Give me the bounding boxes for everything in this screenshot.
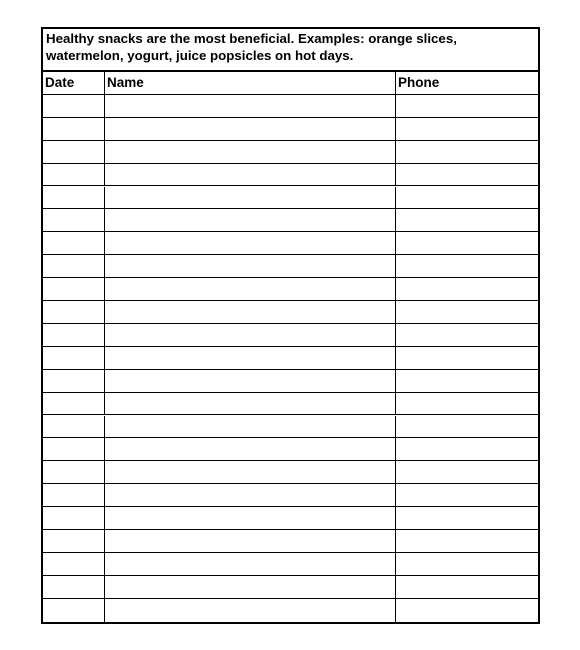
name-cell[interactable] [104, 599, 395, 622]
phone-cell[interactable] [395, 370, 538, 392]
phone-cell[interactable] [395, 416, 538, 438]
phone-cell[interactable] [395, 461, 538, 483]
table-row [43, 95, 538, 118]
phone-cell[interactable] [395, 301, 538, 323]
table-row [43, 553, 538, 576]
table-row [43, 324, 538, 347]
phone-cell[interactable] [395, 278, 538, 300]
phone-cell[interactable] [395, 141, 538, 163]
name-cell[interactable] [104, 553, 395, 575]
name-cell[interactable] [104, 507, 395, 529]
table-row [43, 255, 538, 278]
date-cell[interactable] [43, 324, 104, 346]
column-header-name: Name [104, 72, 395, 94]
table-row [43, 278, 538, 301]
date-cell[interactable] [43, 393, 104, 415]
column-header-phone: Phone [395, 72, 538, 94]
date-cell[interactable] [43, 141, 104, 163]
phone-cell[interactable] [395, 599, 538, 622]
date-cell[interactable] [43, 507, 104, 529]
date-cell[interactable] [43, 164, 104, 186]
name-cell[interactable] [104, 324, 395, 346]
phone-cell[interactable] [395, 209, 538, 231]
date-cell[interactable] [43, 118, 104, 140]
phone-cell[interactable] [395, 118, 538, 140]
table-row [43, 393, 538, 416]
phone-cell[interactable] [395, 187, 538, 209]
column-header-date: Date [45, 75, 75, 90]
name-cell[interactable] [104, 255, 395, 277]
phone-cell[interactable] [395, 347, 538, 369]
date-cell[interactable] [43, 576, 104, 598]
date-cell[interactable] [43, 370, 104, 392]
date-cell[interactable] [43, 553, 104, 575]
table-row [43, 118, 538, 141]
table-row [43, 347, 538, 370]
date-cell[interactable] [43, 484, 104, 506]
date-cell[interactable] [43, 347, 104, 369]
phone-cell[interactable] [395, 484, 538, 506]
date-cell[interactable] [43, 301, 104, 323]
phone-cell[interactable] [395, 507, 538, 529]
phone-cell[interactable] [395, 576, 538, 598]
date-cell[interactable] [43, 278, 104, 300]
phone-cell[interactable] [395, 95, 538, 117]
date-cell[interactable] [43, 461, 104, 483]
table-row [43, 370, 538, 393]
table-header-row [43, 72, 538, 95]
date-cell[interactable] [43, 599, 104, 622]
table-row [43, 484, 538, 507]
table-row [43, 461, 538, 484]
name-cell[interactable] [104, 278, 395, 300]
date-cell[interactable] [43, 416, 104, 438]
table-row [43, 209, 538, 232]
name-cell[interactable] [104, 141, 395, 163]
name-cell[interactable] [104, 209, 395, 231]
table-row [43, 301, 538, 324]
date-cell[interactable] [43, 530, 104, 552]
name-cell[interactable] [104, 438, 395, 460]
table-row [43, 438, 538, 461]
date-cell[interactable] [43, 255, 104, 277]
name-cell[interactable] [104, 95, 395, 117]
table-row [43, 164, 538, 187]
name-cell[interactable] [104, 416, 395, 438]
phone-cell[interactable] [395, 164, 538, 186]
name-cell[interactable] [104, 118, 395, 140]
name-cell[interactable] [104, 370, 395, 392]
instructions-note: Healthy snacks are the most beneficial. Examples: orange slices, watermelon, yogurt, juice popsicles on hot days. [43, 29, 538, 72]
date-cell[interactable] [43, 187, 104, 209]
phone-cell[interactable] [395, 324, 538, 346]
phone-cell[interactable] [395, 232, 538, 254]
table-row [43, 530, 538, 553]
signup-table [43, 72, 538, 622]
name-cell[interactable] [104, 530, 395, 552]
name-cell[interactable] [104, 301, 395, 323]
name-cell[interactable] [104, 576, 395, 598]
table-row [43, 416, 538, 439]
name-cell[interactable] [104, 164, 395, 186]
phone-cell[interactable] [395, 553, 538, 575]
date-cell[interactable] [43, 95, 104, 117]
table-row [43, 232, 538, 255]
table-row [43, 507, 538, 530]
name-cell[interactable] [104, 187, 395, 209]
date-cell[interactable] [43, 232, 104, 254]
phone-cell[interactable] [395, 255, 538, 277]
name-cell[interactable] [104, 232, 395, 254]
name-cell[interactable] [104, 347, 395, 369]
name-cell[interactable] [104, 461, 395, 483]
name-cell[interactable] [104, 484, 395, 506]
table-row [43, 599, 538, 622]
date-cell[interactable] [43, 438, 104, 460]
table-row [43, 576, 538, 599]
phone-cell[interactable] [395, 438, 538, 460]
phone-cell[interactable] [395, 393, 538, 415]
date-cell[interactable] [43, 209, 104, 231]
snack-signup-sheet [41, 27, 540, 624]
name-cell[interactable] [104, 393, 395, 415]
table-row [43, 187, 538, 210]
table-row [43, 141, 538, 164]
phone-cell[interactable] [395, 530, 538, 552]
